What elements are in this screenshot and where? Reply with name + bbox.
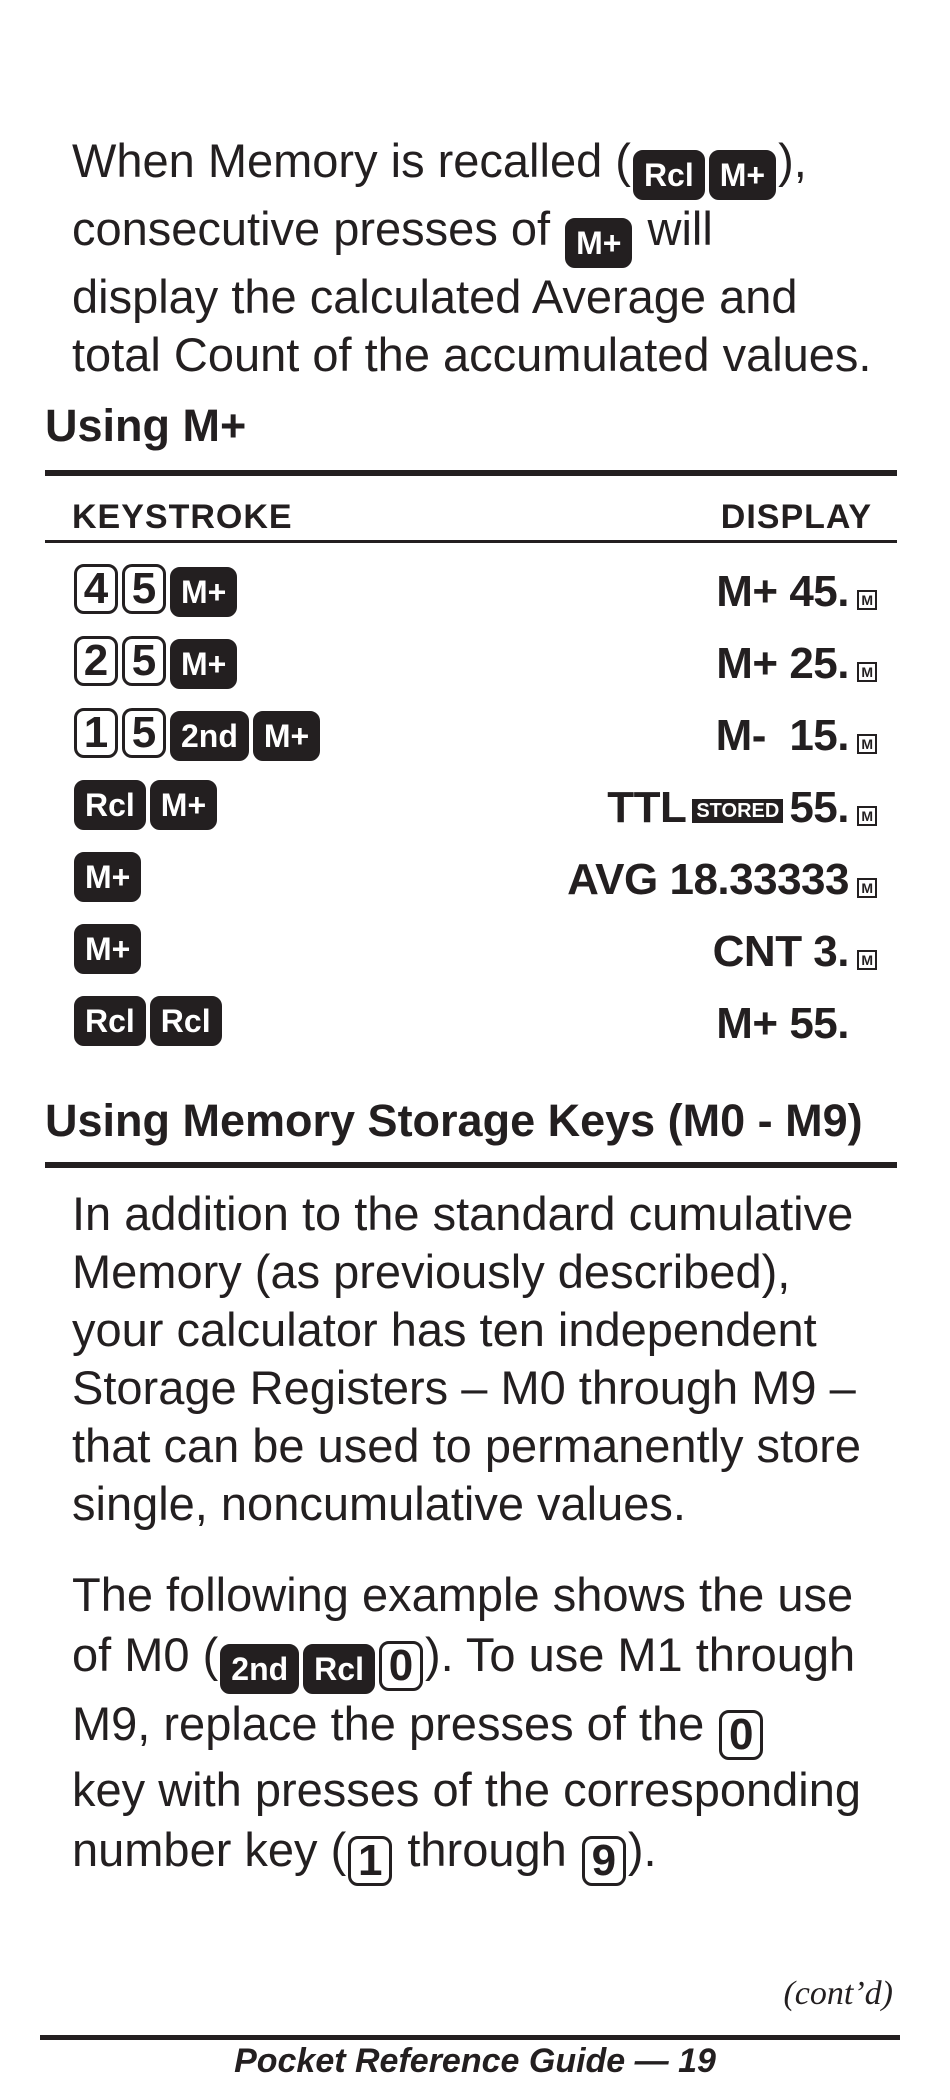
continued-note: (cont’d) bbox=[783, 1975, 893, 2012]
table-row bbox=[72, 706, 877, 766]
calculator-key: Rcl bbox=[74, 996, 146, 1046]
memory-indicator-icon: M bbox=[857, 806, 877, 826]
display-value: M+ 45. bbox=[716, 567, 849, 616]
memory-indicator-icon: M bbox=[857, 734, 877, 754]
table-row bbox=[72, 778, 877, 838]
section-title-memory-storage: Using Memory Storage Keys (M0 - M9) bbox=[45, 1095, 863, 1146]
paragraph-line: In addition to the standard cumulative bbox=[72, 1187, 854, 1240]
display-readout bbox=[716, 706, 877, 766]
memory-indicator-icon: M bbox=[857, 878, 877, 898]
display-value: M- 15. bbox=[715, 711, 849, 760]
paragraph-text: through bbox=[394, 1823, 580, 1876]
display-value: AVG 18.33333 bbox=[567, 855, 849, 904]
rcl-key: Rcl bbox=[303, 1644, 375, 1694]
intro-text: When Memory is recalled ( bbox=[72, 134, 631, 187]
calculator-key: 4 bbox=[74, 564, 118, 614]
nine-key: 9 bbox=[582, 1836, 626, 1886]
display-value: M+ 55. bbox=[716, 999, 849, 1048]
intro-text: ), bbox=[778, 134, 807, 187]
intro-text: will bbox=[634, 202, 713, 255]
memory-indicator-icon: M bbox=[857, 662, 877, 682]
paragraph-line: The following example shows the use bbox=[72, 1568, 854, 1621]
display-readout bbox=[716, 634, 877, 694]
calculator-key: M+ bbox=[253, 711, 320, 761]
paragraph-line: that can be used to permanently store bbox=[72, 1419, 862, 1472]
keystroke-sequence bbox=[72, 636, 239, 689]
intro-text: total Count of the accumulated values. bbox=[72, 328, 872, 381]
section-title-using-m-plus: Using M+ bbox=[45, 400, 247, 451]
display-prefix: TTL bbox=[607, 783, 687, 832]
stored-indicator: STORED bbox=[692, 799, 783, 823]
second-key: 2nd bbox=[220, 1644, 299, 1694]
paragraph-line: Memory (as previously described), bbox=[72, 1245, 791, 1298]
paragraph-text: of M0 ( bbox=[72, 1628, 219, 1681]
calculator-key: 5 bbox=[122, 708, 166, 758]
calculator-key: 1 bbox=[74, 708, 118, 758]
display-readout bbox=[607, 778, 877, 838]
display-value: 55. bbox=[789, 783, 849, 832]
table-row bbox=[72, 994, 877, 1054]
display-readout bbox=[713, 922, 877, 982]
keystroke-sequence bbox=[72, 852, 143, 902]
paragraph-text: ). bbox=[627, 1823, 657, 1876]
paragraph-line: key with presses of the corresponding bbox=[72, 1763, 861, 1816]
calculator-key: 5 bbox=[122, 636, 166, 686]
keystroke-sequence bbox=[72, 924, 143, 974]
zero-key: 0 bbox=[719, 1710, 763, 1760]
column-header-display: DISPLAY bbox=[720, 498, 872, 536]
table-row bbox=[72, 562, 877, 622]
calculator-key: M+ bbox=[150, 780, 217, 830]
rcl-key: Rcl bbox=[633, 150, 705, 200]
page-footer: Pocket Reference Guide — 19 bbox=[234, 2042, 716, 2080]
keystroke-sequence bbox=[72, 564, 239, 617]
intro-text: display the calculated Average and bbox=[72, 270, 798, 323]
keystroke-sequence bbox=[72, 708, 322, 761]
storage-paragraph bbox=[72, 1185, 932, 1533]
intro-paragraph bbox=[72, 132, 932, 384]
keystroke-sequence bbox=[72, 780, 219, 830]
calculator-key: 2 bbox=[74, 636, 118, 686]
m-plus-key: M+ bbox=[709, 150, 776, 200]
intro-text: consecutive presses of bbox=[72, 202, 564, 255]
column-header-keystroke: KEYSTROKE bbox=[72, 498, 293, 536]
calculator-key: 2nd bbox=[170, 711, 249, 761]
paragraph-line: your calculator has ten independent bbox=[72, 1303, 817, 1356]
display-readout bbox=[716, 994, 877, 1054]
table-row bbox=[72, 922, 877, 982]
calculator-key: M+ bbox=[170, 567, 237, 617]
calculator-key: Rcl bbox=[150, 996, 222, 1046]
paragraph-line: single, noncumulative values. bbox=[72, 1477, 686, 1530]
keystroke-sequence bbox=[72, 996, 224, 1046]
zero-key: 0 bbox=[379, 1641, 423, 1691]
display-value: M+ 25. bbox=[716, 639, 849, 688]
paragraph-text: ). To use M1 through bbox=[424, 1628, 856, 1681]
one-key: 1 bbox=[348, 1836, 392, 1886]
heading-rule bbox=[45, 1162, 897, 1168]
display-value: CNT 3. bbox=[712, 927, 849, 976]
example-paragraph bbox=[72, 1565, 932, 1886]
display-readout bbox=[716, 562, 877, 622]
paragraph-text: M9, replace the presses of the bbox=[72, 1697, 718, 1750]
heading-rule bbox=[45, 470, 897, 476]
paragraph-line: Storage Registers – M0 through M9 – bbox=[72, 1361, 856, 1414]
memory-indicator-icon: M bbox=[857, 950, 877, 970]
calculator-key: M+ bbox=[170, 639, 237, 689]
calculator-key: Rcl bbox=[74, 780, 146, 830]
memory-indicator-icon: M bbox=[857, 590, 877, 610]
table-row bbox=[72, 634, 877, 694]
calculator-key: 5 bbox=[122, 564, 166, 614]
paragraph-text: number key ( bbox=[72, 1823, 347, 1876]
table-row bbox=[72, 850, 877, 910]
footer-rule bbox=[40, 2035, 900, 2040]
m-plus-key: M+ bbox=[565, 218, 632, 268]
display-readout bbox=[567, 850, 877, 910]
calculator-key: M+ bbox=[74, 852, 141, 902]
table-header-rule bbox=[45, 540, 897, 543]
calculator-key: M+ bbox=[74, 924, 141, 974]
